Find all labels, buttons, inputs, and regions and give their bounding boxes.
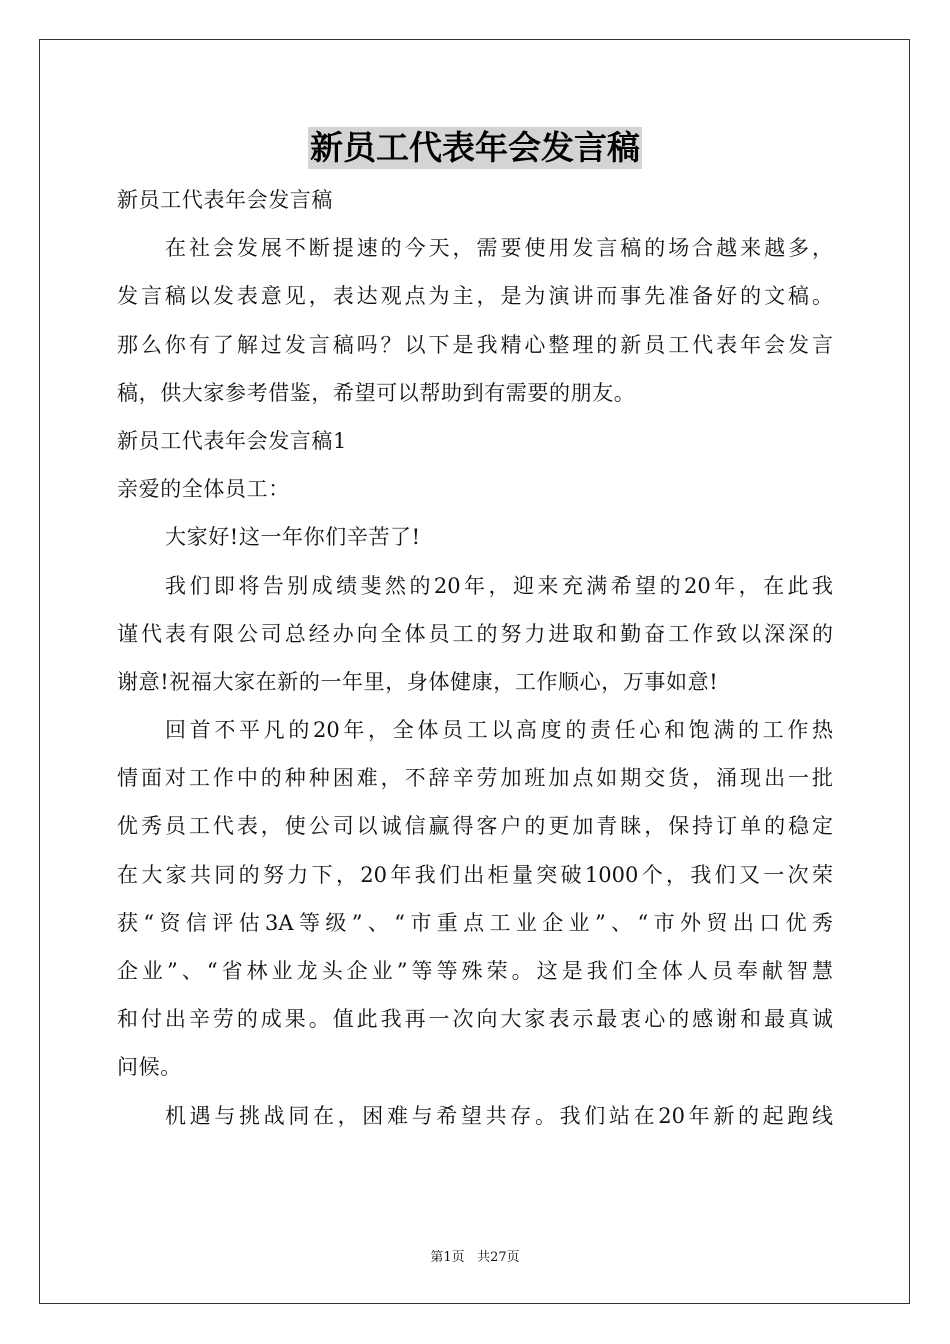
text-line: 发言稿以发表意见，表达观点为主，是为演讲而事先准备好的文稿。 [117, 284, 833, 309]
text-line: 在社会发展不断提速的今天，需要使用发言稿的场合越来越多， [165, 236, 833, 261]
text-line: 和付出辛劳的成果。值此我再一次向大家表示最衷心的感谢和最真诚 [117, 1007, 833, 1032]
text-line: 在大家共同的努力下，20年我们出柜量突破1000个，我们又一次荣 [117, 862, 833, 887]
text-line: 优秀员工代表，使公司以诚信赢得客户的更加青睐，保持订单的稳定 [117, 814, 833, 839]
text-line: 问候。 [117, 1055, 182, 1080]
salutation: 亲爱的全体员工： [117, 477, 290, 502]
text-line: 稿，供大家参考借鉴，希望可以帮助到有需要的朋友。 [117, 380, 636, 405]
document-body [117, 176, 833, 1140]
text-line: 情面对工作中的种种困难，不辞辛劳加班加点如期交货，涌现出一批 [117, 766, 833, 791]
text-line: 企业”、“省林业龙头企业”等等殊荣。这是我们全体人员奉献智慧 [117, 959, 833, 983]
text-line: 机遇与挑战同在，困难与希望共存。我们站在20年新的起跑线 [165, 1103, 833, 1128]
text-line: 那么你有了解过发言稿吗？以下是我精心整理的新员工代表年会发言 [117, 332, 833, 357]
text-line: 新员工代表年会发言稿 [117, 188, 333, 212]
text-line: 大家好!这一年你们辛苦了! [165, 525, 421, 550]
text-line: 谨代表有限公司总经办向全体员工的努力进取和勤奋工作致以深深的 [117, 621, 833, 646]
text-line: 获“资信评估3A等级”、“市重点工业企业”、“市外贸出口优秀 [117, 910, 833, 935]
page-number: 第1页 [430, 1250, 465, 1265]
text-line: 我们即将告别成绩斐然的20年，迎来充满希望的20年，在此我 [165, 573, 833, 598]
text-line: 回首不平凡的20年，全体员工以高度的责任心和饱满的工作热 [165, 718, 833, 743]
text-line: 谢意!祝福大家在新的一年里，身体健康，工作顺心，万事如意! [117, 669, 719, 694]
page-footer [0, 1246, 950, 1265]
document-title: 新员工代表年会发言稿 [310, 128, 640, 167]
title-container [0, 127, 950, 169]
section-heading: 新员工代表年会发言稿1 [117, 428, 347, 453]
page-total: 共27页 [477, 1250, 520, 1265]
